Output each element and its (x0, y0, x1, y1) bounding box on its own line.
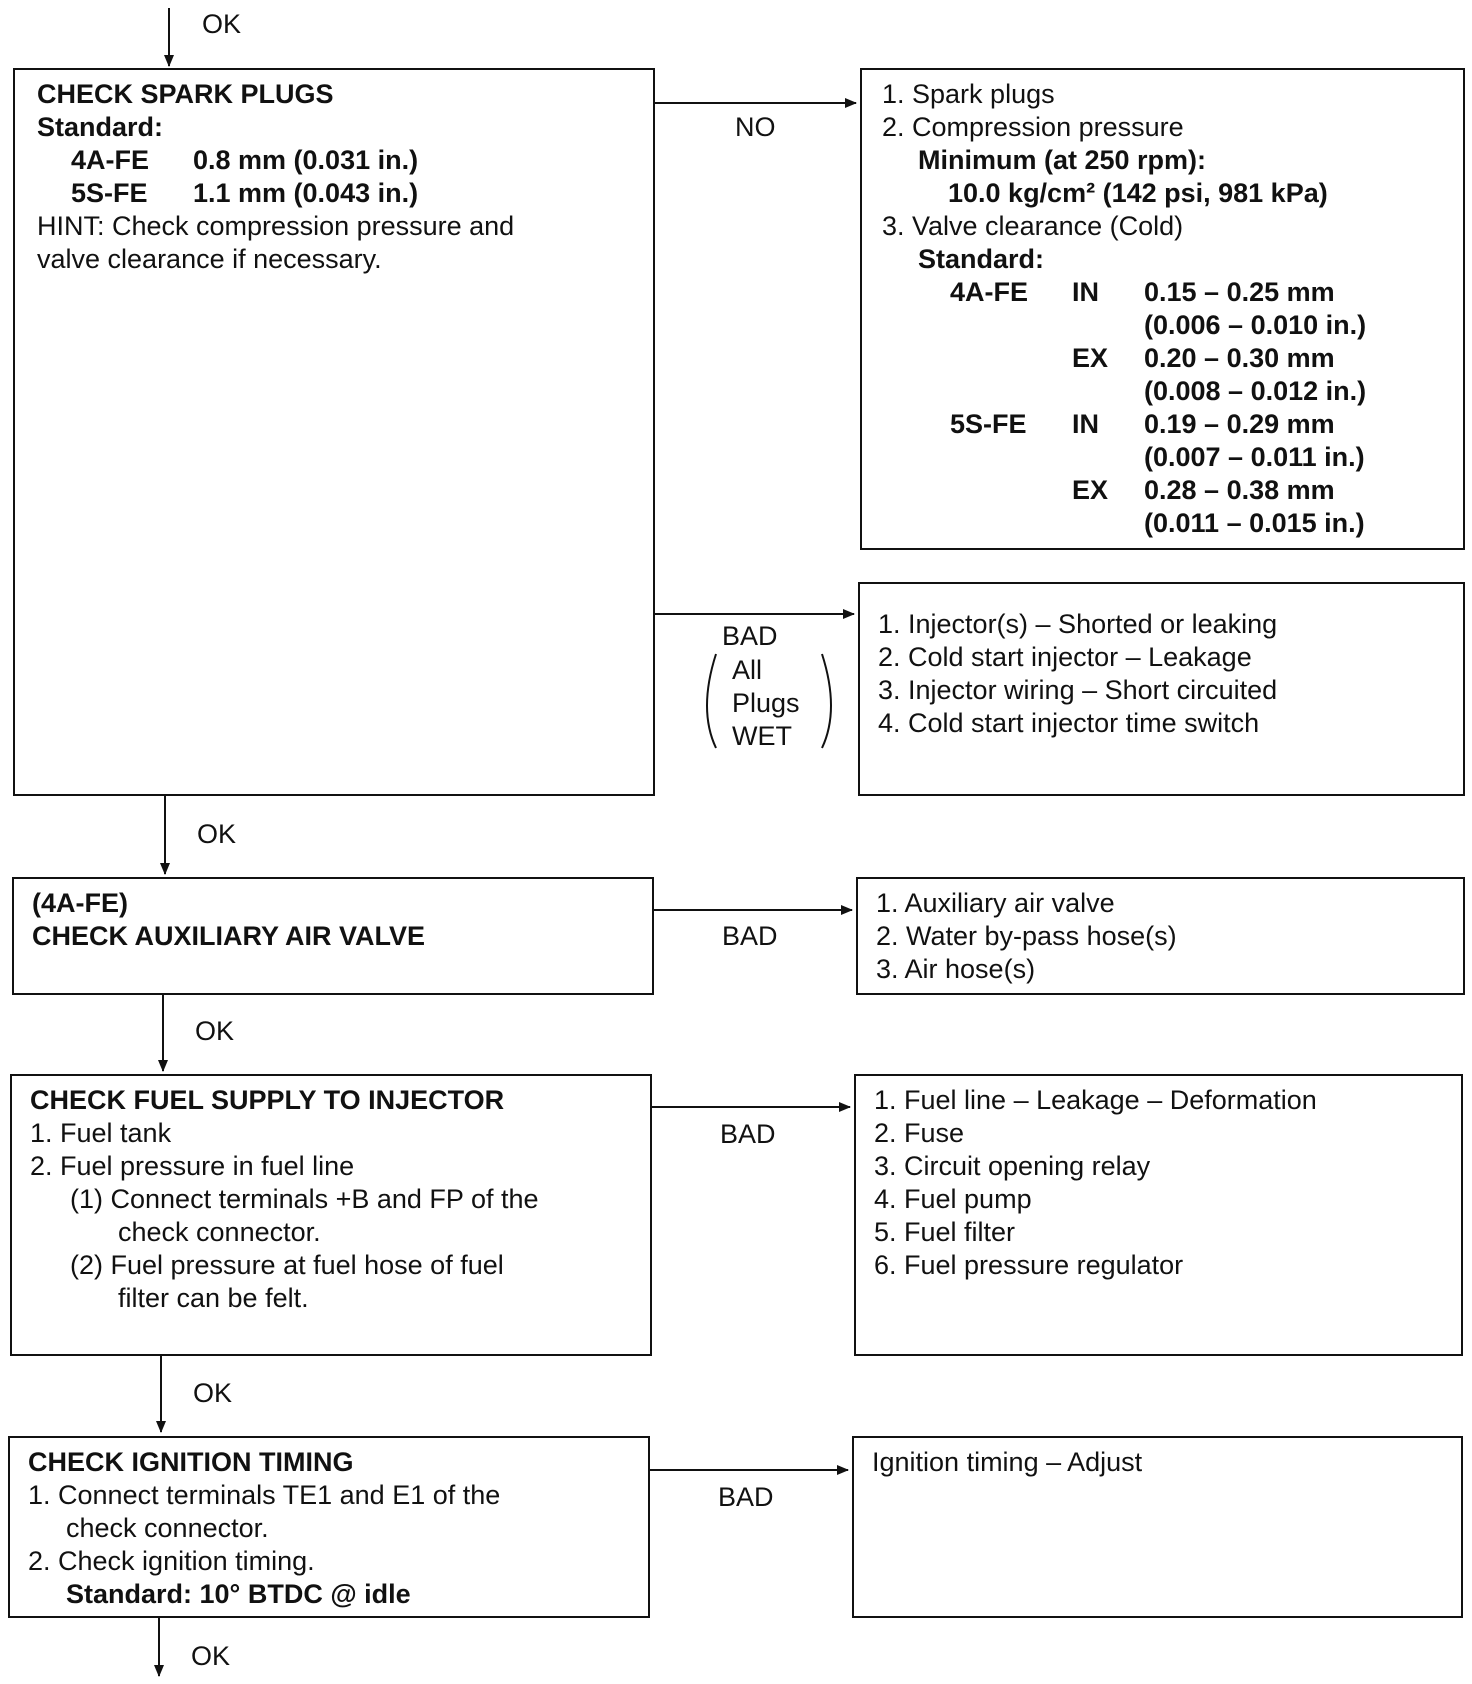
no-engine-5sfe: 5S-FE (950, 409, 1027, 439)
wet-item-2: 2. Cold start injector – Leakage (878, 642, 1252, 672)
no-in-2: IN (1072, 409, 1099, 439)
wet-result-box (858, 582, 1465, 796)
aux-bad-label: BAD (722, 921, 778, 951)
ign-item-1a: 1. Connect terminals TE1 and E1 of the (28, 1480, 501, 1510)
ok-label-3: OK (195, 1016, 235, 1046)
fuel-item-1: 1. Fuel tank (30, 1118, 172, 1148)
ign-item-2: 2. Check ignition timing. (28, 1546, 315, 1576)
ign-item-1b: check connector. (66, 1513, 269, 1543)
fuel-sub-2b: filter can be felt. (118, 1283, 309, 1313)
fuel-result-box (854, 1074, 1463, 1356)
no-in-1: IN (1072, 277, 1099, 307)
ok-label-2: OK (197, 819, 237, 849)
no-min-label: Minimum (at 250 rpm): (918, 145, 1207, 175)
fuel-res-3: 3. Circuit opening relay (874, 1151, 1151, 1181)
spark-title: CHECK SPARK PLUGS (37, 79, 334, 109)
spark-hint-1: HINT: Check compression pressure and (37, 211, 515, 241)
wet-item-4: 4. Cold start injector time switch (878, 708, 1260, 738)
no-min-value: 10.0 kg/cm² (142 psi, 981 kPa) (948, 178, 1328, 208)
fuel-res-6: 6. Fuel pressure regulator (874, 1250, 1184, 1280)
no-v2: 0.20 – 0.30 mm (1144, 343, 1335, 373)
aux-engine: (4A-FE) (32, 888, 128, 918)
no-standard: Standard: (918, 244, 1045, 274)
wet-plugs-label: Plugs (732, 688, 800, 718)
spark-standard: Standard: (37, 112, 164, 142)
spark-hint-2: valve clearance if necessary. (37, 244, 382, 274)
wet-wet-label: WET (732, 721, 792, 751)
check-aux-air-valve-box (12, 877, 654, 995)
no-v3: 0.19 – 0.29 mm (1144, 409, 1335, 439)
fuel-res-1: 1. Fuel line – Leakage – Deformation (874, 1085, 1317, 1115)
spark-r1-value: 0.8 mm (0.031 in.) (193, 145, 419, 175)
wet-item-1: 1. Injector(s) – Shorted or leaking (878, 609, 1278, 639)
fuel-res-5: 5. Fuel filter (874, 1217, 1016, 1247)
aux-title: CHECK AUXILIARY AIR VALVE (32, 921, 426, 951)
aux-item-3: 3. Air hose(s) (876, 954, 1036, 984)
no-item-2: 2. Compression pressure (882, 112, 1184, 142)
spark-r2-value: 1.1 mm (0.043 in.) (193, 178, 419, 208)
paren-left (707, 654, 716, 748)
no-engine-4afe: 4A-FE (950, 277, 1029, 307)
no-v4: 0.28 – 0.38 mm (1144, 475, 1335, 505)
ign-result-box (852, 1436, 1463, 1618)
ok-label-4: OK (193, 1378, 233, 1408)
fuel-res-4: 4. Fuel pump (874, 1184, 1032, 1214)
no-v1: 0.15 – 0.25 mm (1144, 277, 1335, 307)
fuel-title: CHECK FUEL SUPPLY TO INJECTOR (30, 1085, 505, 1115)
no-v2b: (0.008 – 0.012 in.) (1144, 376, 1367, 406)
fuel-res-2: 2. Fuse (874, 1118, 965, 1148)
no-item-1: 1. Spark plugs (882, 79, 1055, 109)
ok-label-top: OK (202, 9, 242, 39)
check-ignition-timing-box (8, 1436, 650, 1618)
no-label: NO (735, 112, 776, 142)
wet-item-3: 3. Injector wiring – Short circuited (878, 675, 1278, 705)
check-spark-plugs-box (13, 68, 655, 796)
no-result-box (860, 68, 1465, 550)
ok-label-5: OK (191, 1641, 231, 1671)
no-v4b: (0.011 – 0.015 in.) (1144, 508, 1365, 538)
aux-item-2: 2. Water by-pass hose(s) (876, 921, 1177, 951)
fuel-sub-2a: (2) Fuel pressure at fuel hose of fuel (70, 1250, 504, 1280)
ign-title: CHECK IGNITION TIMING (28, 1447, 354, 1477)
no-v3b: (0.007 – 0.011 in.) (1144, 442, 1365, 472)
ign-bad-label: BAD (718, 1482, 774, 1512)
no-v1b: (0.006 – 0.010 in.) (1144, 310, 1367, 340)
ign-res-1: Ignition timing – Adjust (872, 1447, 1143, 1477)
spark-r1-engine: 4A-FE (71, 145, 150, 175)
ign-standard: Standard: 10° BTDC @ idle (66, 1579, 411, 1609)
fuel-bad-label: BAD (720, 1119, 776, 1149)
paren-right (822, 654, 831, 748)
fuel-sub-1a: (1) Connect terminals +B and FP of the (70, 1184, 539, 1214)
no-ex-2: EX (1072, 475, 1109, 505)
no-ex-1: EX (1072, 343, 1109, 373)
no-item-3: 3. Valve clearance (Cold) (882, 211, 1184, 241)
check-fuel-supply-box (10, 1074, 652, 1356)
wet-bad-label: BAD (722, 621, 778, 651)
aux-item-1: 1. Auxiliary air valve (876, 888, 1115, 918)
aux-result-box (856, 877, 1465, 995)
fuel-item-2: 2. Fuel pressure in fuel line (30, 1151, 355, 1181)
spark-r2-engine: 5S-FE (71, 178, 148, 208)
wet-all-label: All (732, 655, 763, 685)
fuel-sub-1b: check connector. (118, 1217, 321, 1247)
